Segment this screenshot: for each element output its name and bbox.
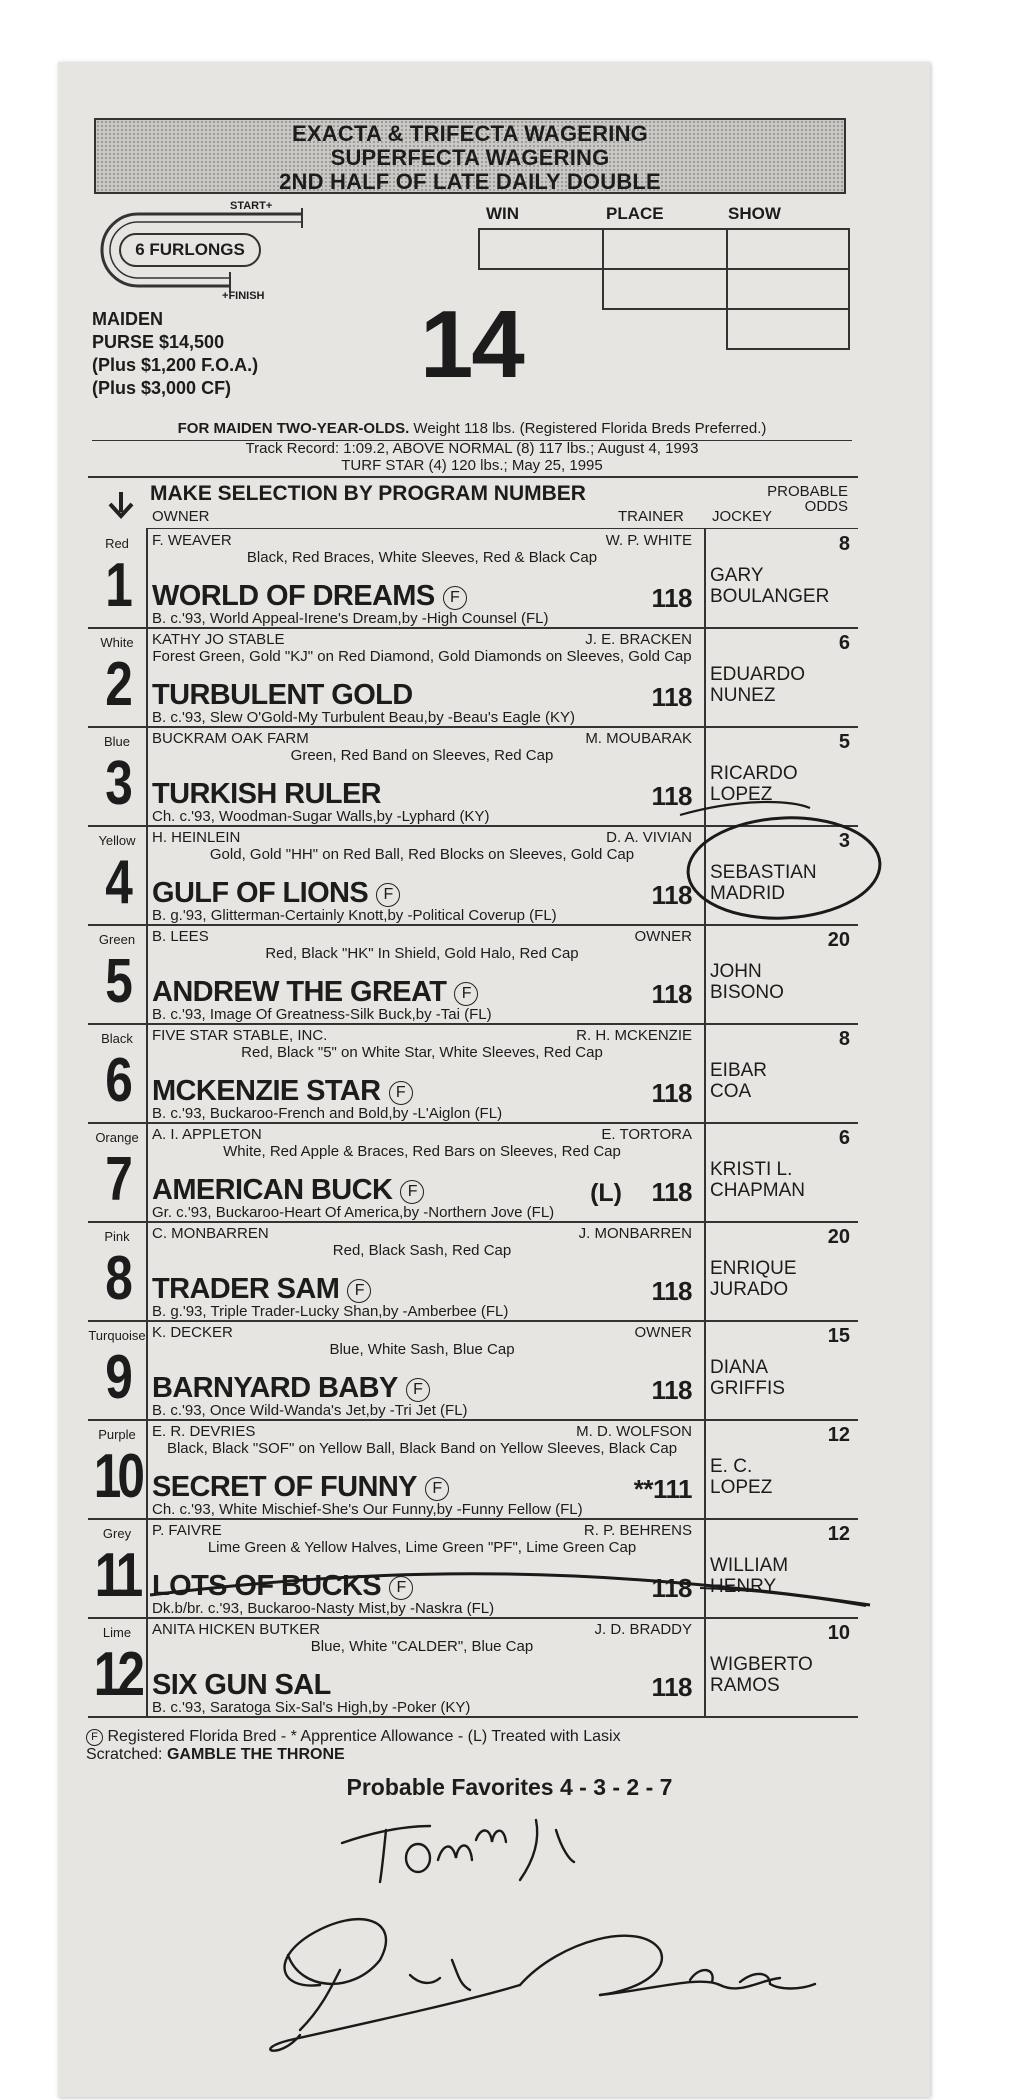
owner: A. I. APPLETON	[152, 1126, 262, 1143]
inscription-handwriting	[342, 1820, 574, 1882]
program-number: 9	[105, 1343, 129, 1412]
owner: KATHY JO STABLE	[152, 631, 285, 648]
foa: (Plus $1,200 F.O.A.)	[92, 355, 259, 375]
track-diagram: START+ 6 FURLONGS +FINISH	[90, 204, 306, 300]
probable-odds: 6	[838, 1127, 850, 1149]
pedigree: B. c.'93, Once Wild-Wanda's Jet,by -Tri Jet (FL)	[152, 1402, 468, 1419]
pedigree: B. g.'93, Triple Trader-Lucky Shan,by -Amberbee (FL)	[152, 1303, 509, 1320]
finish-label: FINISH	[228, 290, 265, 302]
probable-odds: 20	[827, 929, 850, 951]
pedigree: Dk.b/br. c.'93, Buckaroo-Nasty Mist,by -Naskra (FL)	[152, 1600, 495, 1617]
horse-name-text: BARNYARD BABY	[152, 1372, 398, 1404]
jockey-last: LOPEZ	[710, 784, 773, 805]
win-header: WIN	[486, 204, 520, 223]
jockey-first: WILLIAM	[710, 1555, 789, 1576]
owner: H. HEINLEIN	[152, 829, 241, 846]
jockey-col: JOCKEY	[712, 508, 773, 525]
pedigree: B. c.'93, Image Of Greatness-Silk Buck,by -Tai (FL)	[152, 1006, 492, 1023]
saddle-cloth-color: Red	[105, 536, 129, 551]
owner: K. DECKER	[152, 1324, 233, 1341]
saddle-cloth-color: Lime	[102, 1625, 132, 1640]
horse-name-text: MCKENZIE STAR	[152, 1075, 381, 1107]
show-header: SHOW	[728, 204, 781, 223]
jockey-first: RICARDO	[710, 763, 798, 784]
silks: Lime Green & Yellow Halves, Lime Green "PF", Lime Green Cap	[207, 1539, 637, 1556]
probable-odds: 12	[827, 1424, 850, 1446]
silks: Red, Black Sash, Red Cap	[332, 1242, 512, 1259]
circle-entry-4	[686, 813, 883, 923]
pedigree: Gr. c.'93, Buckaroo-Heart Of America,by -Northern Jove (FL)	[152, 1204, 555, 1221]
horse-name-text: GULF OF LIONS	[152, 877, 369, 909]
program-number: 5	[105, 947, 129, 1016]
florida-bred-icon: F	[406, 1378, 430, 1402]
probable-odds: 8	[838, 1028, 850, 1050]
probable-odds: 5	[838, 731, 850, 753]
owner: BUCKRAM OAK FARM	[152, 730, 309, 747]
florida-bred-icon: F	[389, 1081, 413, 1105]
probable-odds: 3	[838, 830, 850, 852]
program-number: 12	[93, 1640, 141, 1709]
header-line-1: EXACTA & TRIFECTA WAGERING	[292, 121, 648, 146]
track-record: Track Record: 1:09.2, ABOVE NORMAL (8) 117 lbs.; August 4, 1993	[245, 440, 699, 457]
selection-heading: MAKE SELECTION BY PROGRAM NUMBER	[150, 482, 586, 505]
jockey-first: GARY	[710, 565, 764, 586]
jockey-last: MADRID	[710, 883, 785, 904]
place-header: PLACE	[606, 204, 664, 223]
trainer: W. P. WHITE	[605, 532, 692, 549]
horse-name-text: TURKISH RULER	[152, 778, 382, 810]
program-number: 3	[105, 749, 129, 818]
trainer: D. A. VIVIAN	[606, 829, 692, 846]
pedigree: Ch. c.'93, Woodman-Sugar Walls,by -Lyphard (KY)	[152, 808, 490, 825]
silks: Red, Black "5" on White Star, White Sleeves, Red Cap	[241, 1044, 603, 1061]
silks: Forest Green, Gold "KJ" on Red Diamond, Gold Diamonds on Sleeves, Gold Cap	[152, 648, 692, 665]
pedigree: B. c.'93, World Appeal-Irene's Dream,by -High Counsel (FL)	[152, 610, 549, 627]
florida-bred-icon: F	[86, 1729, 103, 1746]
saddle-cloth-color: Green	[98, 932, 136, 947]
owner: E. R. DEVRIES	[152, 1423, 256, 1440]
jockey-last: LOPEZ	[710, 1477, 773, 1498]
florida-bred-icon: F	[347, 1279, 371, 1303]
jockey-first: EIBAR	[710, 1060, 768, 1081]
pen-line-3	[680, 802, 810, 815]
silks: Gold, Gold "HH" on Red Ball, Red Blocks on Sleeves, Gold Cap	[209, 846, 635, 863]
owner: C. MONBARREN	[152, 1225, 269, 1242]
pedigree: B. g.'93, Glitterman-Certainly Knott,by -Political Coverup (FL)	[152, 907, 557, 924]
probable-odds: 8	[838, 533, 850, 555]
pedigree: B. c.'93, Buckaroo-French and Bold,by -L'Aiglon (FL)	[152, 1105, 503, 1122]
silks: White, Red Apple & Braces, Red Bars on Sleeves, Red Cap	[223, 1143, 621, 1160]
horse-name-text: SIX GUN SAL	[152, 1669, 331, 1701]
cf: (Plus $3,000 CF)	[92, 378, 232, 398]
jockey-last: CHAPMAN	[710, 1180, 806, 1201]
probable-col: PROBABLE	[767, 483, 848, 500]
weight: 118	[651, 979, 692, 1009]
saddle-cloth-color: Grey	[102, 1526, 132, 1541]
pedigree: B. c.'93, Saratoga Six-Sal's High,by -Poker (KY)	[152, 1699, 471, 1716]
silks: Blue, White "CALDER", Blue Cap	[310, 1638, 534, 1655]
lasix-indicator: (L)	[590, 1179, 622, 1207]
program-number: 1	[105, 551, 129, 620]
horse-name-text: TURBULENT GOLD	[152, 679, 413, 711]
weight: 118	[651, 1276, 692, 1306]
trainer: R. P. BEHRENS	[583, 1522, 692, 1539]
scratch-line-11	[150, 1574, 870, 1605]
start-label: START	[230, 200, 266, 212]
horse-name-text: AMERICAN BUCK	[152, 1174, 393, 1206]
horse-name-text: SECRET OF FUNNY	[152, 1471, 417, 1503]
owner: B. LEES	[152, 928, 209, 945]
owner: FIVE STAR STABLE, INC.	[152, 1027, 328, 1044]
saddle-cloth-color: Yellow	[98, 833, 136, 848]
saddle-cloth-color: White	[100, 635, 134, 650]
program-number: 11	[94, 1541, 140, 1610]
jockey-last: GRIFFIS	[710, 1378, 785, 1399]
weight: 118	[651, 1078, 692, 1108]
weight: **111	[633, 1474, 692, 1504]
saddle-cloth-color: Purple	[98, 1427, 136, 1442]
trainer: OWNER	[634, 1324, 692, 1341]
jockey-last: NUNEZ	[710, 685, 776, 706]
weight: 118	[651, 1573, 692, 1603]
jockey-last: JURADO	[710, 1279, 789, 1300]
probable-odds: 15	[827, 1325, 850, 1347]
saddle-cloth-color: Black	[101, 1031, 133, 1046]
jockey-first: ENRIQUE	[710, 1258, 797, 1279]
purse: PURSE $14,500	[92, 332, 225, 352]
jockey-first: DIANA	[710, 1357, 769, 1378]
probable-favorites: Probable Favorites 4 - 3 - 2 - 7	[346, 1774, 673, 1800]
silks: Red, Black "HK" In Shield, Gold Halo, Red Cap	[265, 945, 579, 962]
florida-bred-icon: F	[425, 1477, 449, 1501]
jockey-first: EDUARDO	[710, 664, 806, 685]
horse-name-text: LOTS OF BUCKS	[152, 1570, 382, 1602]
program-number: 4	[105, 848, 129, 917]
saddle-cloth-color: Pink	[104, 1229, 130, 1244]
program-number: 2	[105, 650, 129, 719]
conditions-text: Weight 118 lbs. (Registered Florida Breds Preferred.)	[409, 420, 767, 437]
weight: 118	[651, 583, 692, 613]
header-line-3: 2ND HALF OF LATE DAILY DOUBLE	[279, 169, 661, 194]
trainer-col: TRAINER	[618, 508, 684, 525]
owner: F. WEAVER	[152, 532, 232, 549]
probable-odds: 12	[827, 1523, 850, 1545]
trainer: J. D. BRADDY	[594, 1621, 692, 1638]
weight: 118	[651, 880, 692, 910]
trainer: M. MOUBARAK	[585, 730, 692, 747]
jockey-last: HENRY	[710, 1576, 777, 1597]
scratched-label: Scratched:	[86, 1746, 167, 1763]
distance-label: 6 FURLONGS	[135, 240, 245, 259]
owner: ANITA HICKEN BUTKER	[152, 1621, 321, 1638]
jockey-last: COA	[710, 1081, 752, 1102]
turf-star: TURF STAR (4) 120 lbs.; May 25, 1995	[341, 457, 603, 474]
florida-bred-icon: F	[400, 1180, 424, 1204]
conditions-title: FOR MAIDEN TWO-YEAR-OLDS.	[177, 420, 410, 437]
weight: 118	[651, 1672, 692, 1702]
header-line-2: SUPERFECTA WAGERING	[330, 145, 610, 170]
owner-col: OWNER	[152, 508, 210, 525]
owner: P. FAIVRE	[152, 1522, 222, 1539]
signature-handwriting	[270, 1919, 815, 2051]
scratched-horse: GAMBLE THE THRONE	[166, 1746, 345, 1763]
jockey-first: SEBASTIAN	[710, 862, 817, 883]
jockey-last: BOULANGER	[710, 586, 830, 607]
jockey-first: KRISTI L.	[710, 1159, 793, 1180]
probable-odds: 6	[838, 632, 850, 654]
horse-name-text: ANDREW THE GREAT	[152, 976, 447, 1008]
silks: Black, Black "SOF" on Yellow Ball, Black Band on Yellow Sleeves, Black Cap	[166, 1440, 678, 1457]
saddle-cloth-color: Orange	[95, 1130, 139, 1145]
jockey-first: E. C.	[710, 1456, 753, 1477]
program-number: 7	[105, 1145, 129, 1214]
florida-bred-icon: F	[389, 1576, 413, 1600]
odds-col: ODDS	[804, 498, 848, 515]
saddle-cloth-color: Blue	[103, 734, 131, 749]
weight: 118	[651, 1375, 692, 1405]
program-number: 10	[93, 1442, 141, 1511]
horse-name-text: WORLD OF DREAMS	[152, 580, 435, 612]
jockey-last: BISONO	[710, 982, 784, 1003]
program-number: 8	[105, 1244, 129, 1313]
silks: Blue, White Sash, Blue Cap	[329, 1341, 515, 1358]
florida-bred-icon: F	[443, 586, 467, 610]
horse-name-text: TRADER SAM	[152, 1273, 340, 1305]
probable-odds: 20	[827, 1226, 850, 1248]
trainer: J. MONBARREN	[578, 1225, 692, 1242]
pedigree: Ch. c.'93, White Mischief-She's Our Funny,by -Funny Fellow (FL)	[152, 1501, 583, 1518]
legend-text: Registered Florida Bred - * Apprentice Allowance - (L) Treated with Lasix	[103, 1728, 621, 1745]
pedigree: B. c.'93, Slew O'Gold-My Turbulent Beau,by -Beau's Eagle (KY)	[152, 709, 575, 726]
jockey-first: WIGBERTO	[710, 1654, 813, 1675]
silks: Black, Red Braces, White Sleeves, Red & Black Cap	[246, 549, 598, 566]
trainer: J. E. BRACKEN	[585, 631, 692, 648]
saddle-cloth-color: Turquoise	[88, 1328, 146, 1343]
weight: 118	[651, 781, 692, 811]
silks: Green, Red Band on Sleeves, Red Cap	[290, 747, 554, 764]
trainer: R. H. MCKENZIE	[576, 1027, 692, 1044]
jockey-first: JOHN	[710, 961, 762, 982]
race-number: 14	[420, 291, 523, 398]
trainer: E. TORTORA	[601, 1126, 692, 1143]
trainer: M. D. WOLFSON	[576, 1423, 692, 1440]
florida-bred-icon: F	[454, 982, 478, 1006]
trainer: OWNER	[634, 928, 692, 945]
probable-odds: 10	[827, 1622, 850, 1644]
florida-bred-icon: F	[376, 883, 400, 907]
race-type: MAIDEN	[92, 309, 163, 329]
weight: 118	[651, 1177, 692, 1207]
program-number: 6	[105, 1046, 129, 1115]
weight: 118	[651, 682, 692, 712]
jockey-last: RAMOS	[710, 1675, 780, 1696]
